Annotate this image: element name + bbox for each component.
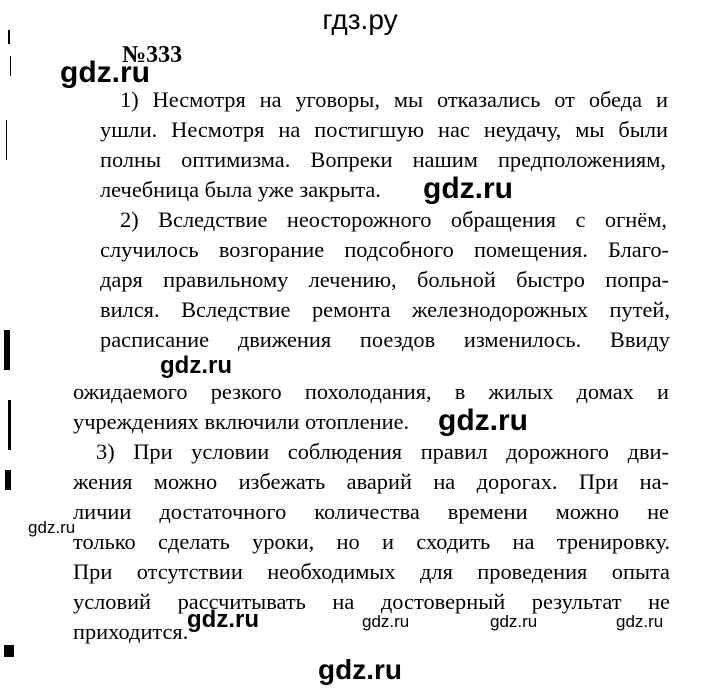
- text-line: ушли. Несмотря на постигшую нас неудачу, мы были: [100, 117, 668, 142]
- text-line: вился. Вследствие ремонта железнодорожных путей,: [100, 297, 670, 322]
- scan-mark: [4, 645, 14, 657]
- watermark: gdz.ru: [60, 56, 150, 89]
- scan-mark: [5, 470, 11, 490]
- text-line: 1) Несмотря на уговоры, мы отказались от обеда и: [120, 87, 668, 112]
- site-header: гдз.ру: [322, 4, 398, 35]
- watermark: gdz.ru: [187, 606, 259, 633]
- watermark: gdz.ru: [438, 404, 528, 437]
- text-line: даря правильному лечению, больной быстро попра-: [100, 267, 669, 292]
- text-line: учреждениях включили отопление.: [73, 409, 410, 434]
- watermark: gdz.ru: [362, 612, 410, 631]
- text-line: личии достаточного количества времени можно не: [73, 499, 669, 524]
- watermark-footer: gdz.ru: [318, 654, 402, 685]
- text-line: приходится.: [73, 619, 189, 644]
- scan-mark: [8, 400, 11, 450]
- text-line: условий рассчитывать на достоверный результат не: [73, 589, 670, 614]
- text-line: ожидаемого резкого похолодания, в жилых домах и: [73, 379, 669, 404]
- text-line: При отсутствии необходимых для проведения опыта: [73, 559, 670, 584]
- text-line: расписание движения поездов изменилось. Ввиду: [100, 327, 670, 352]
- task-number: №333: [122, 42, 183, 68]
- text-line: лечебница была уже закрыта.: [100, 177, 381, 202]
- scan-mark: [6, 120, 7, 160]
- text-line: 2) Вследствие неосторожного обращения с огнём,: [120, 207, 667, 232]
- scan-mark: [8, 30, 10, 44]
- text-line: жения можно избежать аварий на дорогах. При на-: [73, 469, 669, 494]
- watermark: gdz.ru: [616, 612, 664, 631]
- watermark: gdz.ru: [490, 612, 538, 631]
- scan-mark: [10, 56, 11, 76]
- watermark: gdz.ru: [28, 518, 76, 537]
- text-line: только сделать уроки, но и сходить на тренировку.: [73, 529, 670, 554]
- watermark: gdz.ru: [423, 172, 513, 205]
- text-line: полны оптимизма. Вопреки нашим предположениям,: [100, 147, 666, 172]
- watermark: gdz.ru: [160, 352, 232, 379]
- scan-mark: [4, 330, 10, 370]
- text-line: 3) При условии соблюдения правил дорожного дви-: [96, 439, 669, 464]
- text-line: случилось возгорание подсобного помещения. Благо-: [100, 237, 669, 262]
